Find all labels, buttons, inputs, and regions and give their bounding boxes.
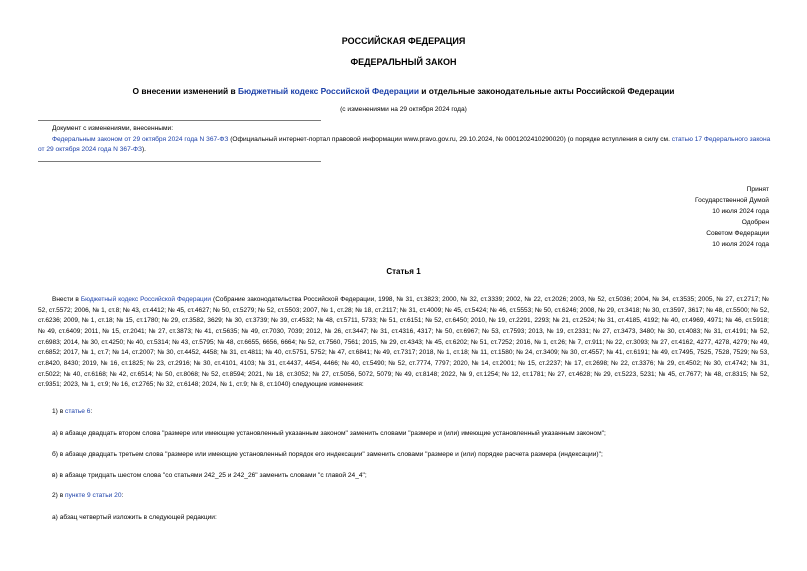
divider-bottom	[38, 161, 321, 162]
budget-code-link-2[interactable]: Бюджетный кодекс Российской Федерации	[80, 296, 212, 303]
title-suffix: и отдельные законодательные акты Российской Федерации	[418, 86, 675, 96]
accepted-label: Принят	[746, 186, 769, 193]
document-title	[0, 86, 807, 96]
approved-label: Одобрен	[741, 219, 769, 227]
item-1-suffix: :	[90, 408, 93, 415]
approved-by: Советом Федерации	[706, 230, 769, 238]
item-2	[52, 492, 123, 499]
acceptance-block	[695, 184, 769, 251]
country-heading: РОССИЙСКАЯ ФЕДЕРАЦИЯ	[341, 36, 466, 46]
article-title: Статья 1	[386, 267, 421, 276]
budget-code-link[interactable]: Бюджетный кодекс Российской Федерации	[237, 86, 419, 96]
article-20-point-9-link[interactable]: пункте 9 статьи 20	[65, 492, 122, 499]
title-prefix: О внесении изменений в	[132, 86, 238, 96]
item-1a: а) в абзаце двадцать втором слова "размере или имеющие установленный указанным законом" заменить словами "размере и (или) имеющие установленный указанным законом";	[52, 430, 606, 437]
article-6-link[interactable]: статье 6	[65, 408, 91, 415]
accepted-by: Государственной Думой	[695, 197, 769, 205]
document-type-heading: ФЕДЕРАЛЬНЫЙ ЗАКОН	[350, 57, 457, 67]
item-2-prefix: 2) в	[52, 492, 66, 499]
changes-note-end: ).	[141, 146, 146, 154]
article-intro-prefix: Внести в	[52, 296, 81, 303]
article-17-link[interactable]: статью 17 Федерального закона от 29 октября 2024 года N 367-ФЗ	[38, 135, 771, 154]
changes-note-intro: Документ с изменениями, внесенными:	[52, 125, 174, 132]
item-1	[52, 408, 92, 415]
revision-note: (с изменениями на 29 октября 2024 года)	[340, 106, 467, 113]
item-1b: б) в абзаце двадцать третьем слова "размере или имеющие установленный порядок его индексации" заменить словами "размере и (или) порядке расчета размера (индексации)";	[52, 451, 603, 458]
accepted-date: 10 июля 2024 года	[712, 208, 769, 216]
item-1c: в) в абзаце тридцать шестом слова "со статьями 242_25 и 242_26" заменить словами "с главой 24_4";	[52, 472, 367, 479]
law-367-link[interactable]: Федеральным законом от 29 октября 2024 года N 367-ФЗ	[52, 135, 229, 143]
changes-note-middle: (Официальный интернет-портал правовой информации www.pravo.gov.ru, 29.10.2024, № 0001202410290020) (о порядке вступления в силу см.	[228, 135, 672, 143]
item-1-prefix: 1) в	[52, 408, 66, 415]
article-intro-paragraph	[38, 295, 769, 391]
approved-date: 10 июля 2024 года	[712, 241, 769, 249]
article-intro-text: (Собрание законодательства Российской Федерации, 1998, № 31, ст.3823; 2000, № 32, ст.3339; 2002, № 22, ст.2026; 2003, № 52, ст.5036; 2004, № 34, ст.3535; 2005, № 27, ст.2717; № 52, ст.5572; 2006, № 1, ст.8; № 43, ст.4412; № 45, ст.4627; № 50, ст.5279; № 52, ст.5503; 2007, № 1, ст.28; № 18, ст.2117; № 31, ст.4009; № 45, ст.5424; № 46, ст.5553; № 50, ст.6246; 2008, № 29, ст.3418; № 30, ст.3597, 3617; № 48, ст.5500; № 52, ст.6236; 2009, № 1, ст.18; № 15, ст.1780; № 29, ст.3582, 3629; № 30, ст.3739; № 39, ст.4532; № 48, ст.5711, 5733; № 51, ст.6151; № 52, ст.6450; 2010, № 19, ст.2291, 2293; № 21, ст.2524; № 31, ст.4185, 4192; № 40, ст.4969, 4971; № 46, ст.5918; № 49, ст.6409; 2011, № 15, ст.2041; № 27, ст.3873; № 41, ст.5635; № 49, ст.7030, 7039; 2012, № 26, ст.3447; № 31, ст.4316, 4317; № 50, ст.6967; № 53, ст.7593; 2013, № 19, ст.2331; № 27, ст.3473, 3480; № 30, ст.4083; № 31, ст.4191; № 52, ст.6983; 2014, № 30, ст.4250; № 40, ст.5314; № 43, ст.5795; № 48, ст.6655, 6656, 6664; № 52, ст.7560, 7561; 2015, № 29, ст.4343; № 45, ст.6202; № 51, ст.7252; 2016, № 1, ст.26; № 7, ст.911; № 22, ст.3093; № 27, ст.4162, 4277, 4278, 4279; № 49, ст.6852; 2017, № 1, ст.7; № 14, ст.2007; № 30, ст.4452, 4458; № 31, ст.4811; № 40, ст.5751, 5752; № 47, ст.6841; № 49, ст.7317; 2018, № 1, ст.18; № 11, ст.1580; № 24, ст.3409; № 30, ст.4557; № 41, ст.6191; № 49, ст.7495, 7525, 7528, 7529; № 53, ст.8420, 8430; 2019, № 16, ст.1825; № 23, ст.2916; № 30, ст.4101, 4103; № 31, ст.4437, 4454, 4466; № 40, ст.5490; № 52, ст.7774, 7797; 2020, № 14, ст.2001; № 15, ст.2237; № 17, ст.2698; № 22, ст.3376; № 29, ст.4502; № 30, ст.4742; № 31, ст.5022; № 40, ст.6168; № 42, ст.6514; № 50, ст.8068; № 52, ст.8594; 2021, № 18, ст.3052; № 27, ст.5056, 5072, 5079; № 49, ст.8148; 2022, № 9, ст.1254; № 12, ст.1781; № 27, ст.4628; № 29, ст.5223, 5231; № 45, ст.7677; № 48, ст.8315; № 52, ст.9351; 2023, № 1, ст.9; № 16, ст.2765; № 32, ст.6148; 2024, № 1, ст.9; № 8, ст.1040) следующие изменения:	[38, 296, 769, 389]
divider-top	[38, 120, 321, 121]
item-2a: а) абзац четвертый изложить в следующей редакции:	[52, 514, 217, 521]
item-2-suffix: :	[121, 492, 124, 499]
changes-note	[38, 124, 778, 156]
changes-note-body	[38, 135, 778, 156]
